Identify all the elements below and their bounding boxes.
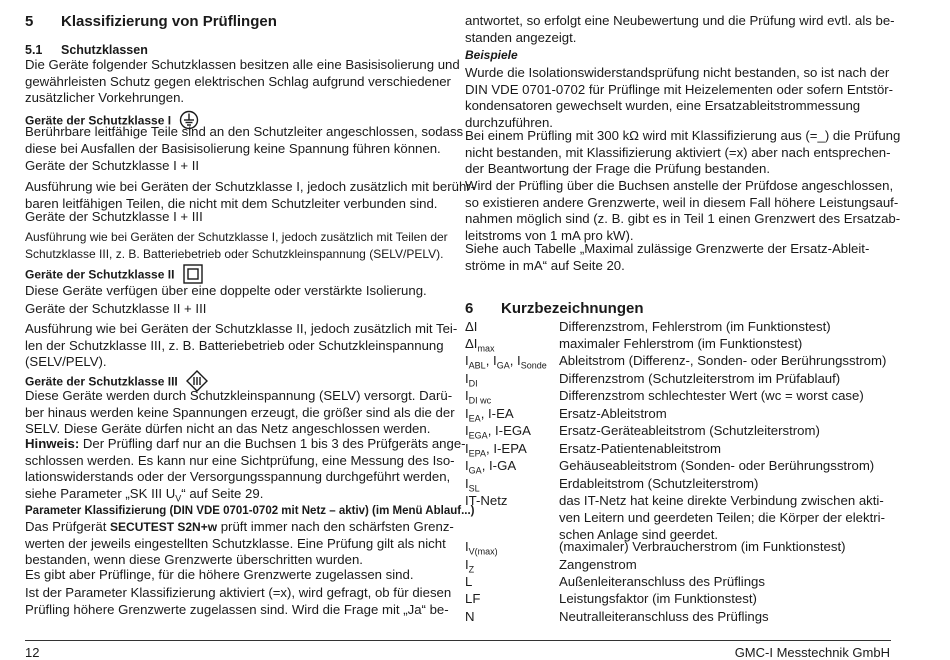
abbreviation-term xyxy=(465,318,477,335)
term-text: L xyxy=(465,574,473,589)
example-2 xyxy=(465,128,900,178)
abbreviation-term xyxy=(465,422,531,439)
term-subscript: EA xyxy=(468,413,481,424)
sk1-3-heading: Geräte der Schutzklasse I + III xyxy=(25,209,203,224)
term-text: , I xyxy=(509,353,521,368)
sk2-3-heading: Geräte der Schutzklasse II + III xyxy=(25,301,207,316)
heading-text: Geräte der Schutzklasse III xyxy=(25,374,178,389)
text-line: Die Geräte folgender Schutzklassen besitzen alle eine Basisisolierung und xyxy=(25,57,460,72)
abbreviation-term xyxy=(465,335,495,352)
term-subscript: SL xyxy=(468,483,480,494)
definition-line: (maximaler) Verbraucherstrom (im Funktionstest) xyxy=(559,539,846,554)
definition-line: Ersatz-Patientenableitstrom xyxy=(559,441,721,456)
abbreviation-term xyxy=(465,608,475,625)
param-text xyxy=(25,519,454,569)
text-line: bestanden, wenn diese Grenzwerte überschritten wurden. xyxy=(25,552,363,567)
abbreviation-definition xyxy=(559,573,765,590)
definition-line: Außenleiteranschluss des Prüflings xyxy=(559,574,765,589)
text-line: Ausführung wie bei Geräten der Schutzklasse I, jedoch zusätzlich mit Teilen der xyxy=(25,230,448,244)
subscript: V xyxy=(175,493,182,504)
subsection-5-1-heading xyxy=(25,43,148,57)
heading-text: Geräte der Schutzklasse II xyxy=(25,267,175,282)
param-heading: Parameter Klassifizierung (DIN VDE 0701-0702 mit Netz – aktiv) (im Menü Ablauf...) xyxy=(25,505,475,517)
text-line: leitstroms von 1 mA pro kW). xyxy=(465,227,634,243)
text-span: siehe Parameter „SK III U xyxy=(25,485,176,501)
term-text: I xyxy=(465,388,469,403)
sk3-text xyxy=(25,388,455,438)
hint-paragraph xyxy=(25,436,466,502)
abbreviation-term xyxy=(465,387,491,404)
term-text: I xyxy=(465,539,469,554)
abbreviation-definition xyxy=(559,475,758,492)
abbreviation-definition xyxy=(559,422,820,439)
text-span: “ auf Seite 29. xyxy=(181,485,264,501)
term-text: I xyxy=(465,441,469,456)
definition-line: Gehäuseableitstrom (Sonden- oder Berührungsstrom) xyxy=(559,458,875,473)
company-name: GMC-I Messtechnik GmbH xyxy=(734,645,890,660)
sk1-2-heading: Geräte der Schutzklasse I + II xyxy=(25,158,200,173)
sk1-2-text xyxy=(25,179,475,212)
term-text: N xyxy=(465,609,475,624)
term-text: I xyxy=(465,406,469,421)
abbreviation-term xyxy=(465,538,498,555)
text-line: ströme in mA“ auf Seite 20. xyxy=(465,257,625,273)
text-span: Das Prüfgerät xyxy=(25,519,111,534)
text-line: ber hinaus werden keine Spannungen erzeugt, die größer sind als die der xyxy=(25,404,455,420)
abbreviation-term xyxy=(465,457,516,474)
abbreviation-term xyxy=(465,352,547,369)
abbreviation-term xyxy=(465,573,472,590)
example-1 xyxy=(465,65,893,131)
definition-line: Zangenstrom xyxy=(559,557,637,572)
term-text: LF xyxy=(465,591,481,606)
term-subscript: GA xyxy=(496,360,510,371)
definition-line: Differenzstrom, Fehlerstrom (im Funktionstest) xyxy=(559,319,831,334)
intro-paragraph xyxy=(25,57,460,107)
example-4 xyxy=(465,241,869,274)
definition-line: ven Leitern und geerdeten Teilen; die Körper der elektri- xyxy=(559,510,885,525)
text-line: Wird der Prüfling über die Buchsen anstelle der Prüfdose angeschlossen, xyxy=(465,178,894,193)
abbreviation-term xyxy=(465,492,508,509)
text-line: DIN VDE 0701-0702 für Prüflinge mit Heizelementen oder sofern Entstör- xyxy=(465,81,894,97)
term-subscript: EPA xyxy=(468,448,487,459)
text-line: Es gibt aber Prüflinge, für die höhere Grenzwerte zugelassen sind. xyxy=(25,567,414,582)
abbreviation-definition xyxy=(559,440,721,457)
term-text: I xyxy=(465,423,469,438)
section-title: Kurzbezeichnungen xyxy=(501,300,644,317)
text-line: so existieren andere Grenzwerte, weil in diesem Fall höhere Leistungsauf- xyxy=(465,194,899,210)
sk2-3-text xyxy=(25,321,457,371)
abbreviation-definition xyxy=(559,335,802,352)
definition-line: Differenzstrom schlechtester Wert (wc = worst case) xyxy=(559,388,864,403)
term-subscript: ABL xyxy=(468,360,486,371)
term-text: , I-EGA xyxy=(487,423,531,438)
text-line: durchzuführen. xyxy=(465,114,553,130)
term-subscript: EGA xyxy=(468,430,488,441)
text-line: Siehe auch Tabelle „Maximal zulässige Grenzwerte der Ersatz-Ableit- xyxy=(465,241,870,256)
term-subscript: Z xyxy=(468,564,475,575)
abbreviation-term xyxy=(465,475,480,492)
abbreviation-definition xyxy=(559,405,667,422)
text-line: Ist der Parameter Klassifizierung aktiviert (=x), wird gefragt, ob für diesen xyxy=(25,585,452,600)
sk2-text xyxy=(25,283,427,300)
term-subscript: V(max) xyxy=(468,546,498,557)
text-line: Ausführung wie bei Geräten der Schutzklasse I, jedoch zusätzlich mit berühr- xyxy=(25,179,476,194)
text-line: gewährleisten Schutz gegen elektrischen Schlag aufgrund verschiedener xyxy=(25,73,451,89)
term-subscript: max xyxy=(477,343,495,354)
text-line: len der Schutzklasse III, z. B. Batteriebetrieb oder Schutzkleinspannung xyxy=(25,337,444,353)
term-text: I xyxy=(465,476,469,491)
text-line: lationswiderstands oder der Versorgungsspannung durchgeführt werden, xyxy=(25,469,451,484)
continuation-text xyxy=(465,13,895,46)
term-text: I xyxy=(465,557,469,572)
term-text: ΔI xyxy=(465,319,478,334)
term-subscript: DI wc xyxy=(468,395,492,406)
section-6-heading xyxy=(465,300,644,317)
term-subscript: Sonde xyxy=(520,360,547,371)
abbreviation-definition xyxy=(559,457,874,474)
term-text: I xyxy=(465,371,469,386)
text-line: Diese Geräte werden durch Schutzkleinspannung (SELV) versorgt. Darü- xyxy=(25,388,453,403)
sk1-3-text xyxy=(25,229,448,262)
term-text: , I xyxy=(485,353,497,368)
abbreviation-definition xyxy=(559,608,769,625)
text-line: zusätzlicher Vorkehrungen. xyxy=(25,90,185,105)
abbreviation-term xyxy=(465,405,514,422)
abbreviation-definition xyxy=(559,538,846,555)
text-line: nahmen möglich sind (z. B. gibt es in Teil 1 einen Grenzwert des Ersatzab- xyxy=(465,211,901,226)
text-line: Wurde die Isolationswiderstandsprüfung nicht bestanden, so ist nach der xyxy=(465,65,890,80)
term-text: , I-EPA xyxy=(486,441,527,456)
term-subscript: GA xyxy=(468,465,482,476)
section-5-heading xyxy=(25,13,277,30)
abbreviation-definition xyxy=(559,370,840,387)
text-line: diese bei Ausfallen der Basisisolierung keine Spannung führen können. xyxy=(25,140,441,156)
section-title: Klassifizierung von Prüflingen xyxy=(61,13,277,30)
text-line: werten der jeweils eingestellten Schutzklasse. Eine Prüfung gilt als nicht xyxy=(25,535,446,551)
definition-line: Ableitstrom (Differenz-, Sonden- oder Berührungsstrom) xyxy=(559,353,887,368)
abbreviation-definition xyxy=(559,387,864,404)
definition-line: maximaler Fehlerstrom (im Funktionstest) xyxy=(559,336,803,351)
definition-line: Ersatz-Ableitstrom xyxy=(559,406,667,421)
param-text-2 xyxy=(25,567,414,584)
abbreviation-definition xyxy=(559,590,757,607)
abbreviation-term xyxy=(465,370,478,387)
example-3 xyxy=(465,178,900,244)
text-line: schlossen werden. Es kann nur eine Sichtprüfung, eine Messung des Iso- xyxy=(25,452,455,468)
abbreviation-definition xyxy=(559,492,885,543)
text-line: Prüfling höhere Grenzwerte zugelassen sind. Wird die Frage mit „Ja“ be- xyxy=(25,601,449,617)
text-line: kondensatoren gewechselt wurden, eine Ersatzableitstrommessung xyxy=(465,98,861,113)
sk1-text xyxy=(25,124,463,157)
text-span: prüft immer nach den schärfsten Grenz- xyxy=(217,519,454,534)
text-line xyxy=(25,486,466,503)
text-line: antwortet, so erfolgt eine Neubewertung und die Prüfung wird evtl. als be- xyxy=(465,13,895,28)
text-line: (SELV/PELV). xyxy=(25,354,107,369)
abbreviation-definition xyxy=(559,352,886,369)
term-text: , I-EA xyxy=(480,406,514,421)
term-text: ΔI xyxy=(465,336,478,351)
subsection-number: 5.1 xyxy=(25,43,43,57)
abbreviation-term xyxy=(465,590,480,607)
heading-text: Geräte der Schutzklasse I xyxy=(25,113,172,128)
section-number: 6 xyxy=(465,300,474,317)
text-line: SELV. Diese Geräte dürfen nicht an das Netz angeschlossen werden. xyxy=(25,421,431,436)
term-text: IT-Netz xyxy=(465,493,508,508)
abbreviation-definition xyxy=(559,556,637,573)
term-subscript: DI xyxy=(468,378,478,389)
subsection-title: Schutzklassen xyxy=(61,43,148,57)
text-span: Der Prüfling darf nur an die Buchsen 1 bis 3 des Prüfgeräts ange- xyxy=(79,436,466,451)
text-line xyxy=(25,519,454,536)
definition-line: schen Anlage sind geerdet. xyxy=(559,527,719,542)
text-line: Bei einem Prüfling mit 300 kΩ wird mit Klassifizierung aus (=_) die Prüfung xyxy=(465,128,901,143)
text-line: der Beantwortung der Frage die Prüfung bestanden. xyxy=(465,161,770,176)
text-line: baren leitfähigen Teilen, die nicht mit dem Schutzleiter verbunden sind. xyxy=(25,195,438,211)
abbreviation-term xyxy=(465,556,474,573)
definition-line: Leistungsfaktor (im Funktionstest) xyxy=(559,591,757,606)
definition-line: Neutralleiteranschluss des Prüflings xyxy=(559,609,769,624)
term-text: I xyxy=(465,458,469,473)
definition-line: Erdableitstrom (Schutzleiterstrom) xyxy=(559,476,759,491)
hint-label: Hinweis: xyxy=(25,436,80,451)
examples-label: Beispiele xyxy=(465,48,518,62)
text-line: Berührbare leitfähige Teile sind an den Schutzleiter angeschlossen, sodass xyxy=(25,124,464,139)
device-name: SECUTEST S2N+w xyxy=(110,520,218,534)
text-line xyxy=(25,436,466,453)
param-text-3 xyxy=(25,585,451,618)
text-line: Schutzklasse III, z. B. Batteriebetrieb oder Schutzkleinspannung (SELV/PELV). xyxy=(25,246,444,261)
abbreviation-term xyxy=(465,440,527,457)
definition-line: Ersatz-Geräteableitstrom (Schutzleiterstrom) xyxy=(559,423,820,438)
definition-line: das IT-Netz hat keine direkte Verbindung zwischen akti- xyxy=(559,493,884,508)
term-text: , I-GA xyxy=(481,458,517,473)
text-line: Ausführung wie bei Geräten der Schutzklasse II, jedoch zusätzlich mit Tei- xyxy=(25,321,458,336)
text-line: nicht bestanden, mit Klassifizierung aktiviert (=x) aber nach entsprechen- xyxy=(465,144,891,160)
text-line: standen angezeigt. xyxy=(465,29,577,45)
term-text: I xyxy=(465,353,469,368)
section-number: 5 xyxy=(25,13,34,30)
abbreviation-definition xyxy=(559,318,831,335)
footer-divider xyxy=(25,640,891,641)
definition-line: Differenzstrom (Schutzleiterstrom im Prüfablauf) xyxy=(559,371,841,386)
page-number: 12 xyxy=(25,645,40,660)
text-line: Diese Geräte verfügen über eine doppelte oder verstärkte Isolierung. xyxy=(25,283,427,298)
